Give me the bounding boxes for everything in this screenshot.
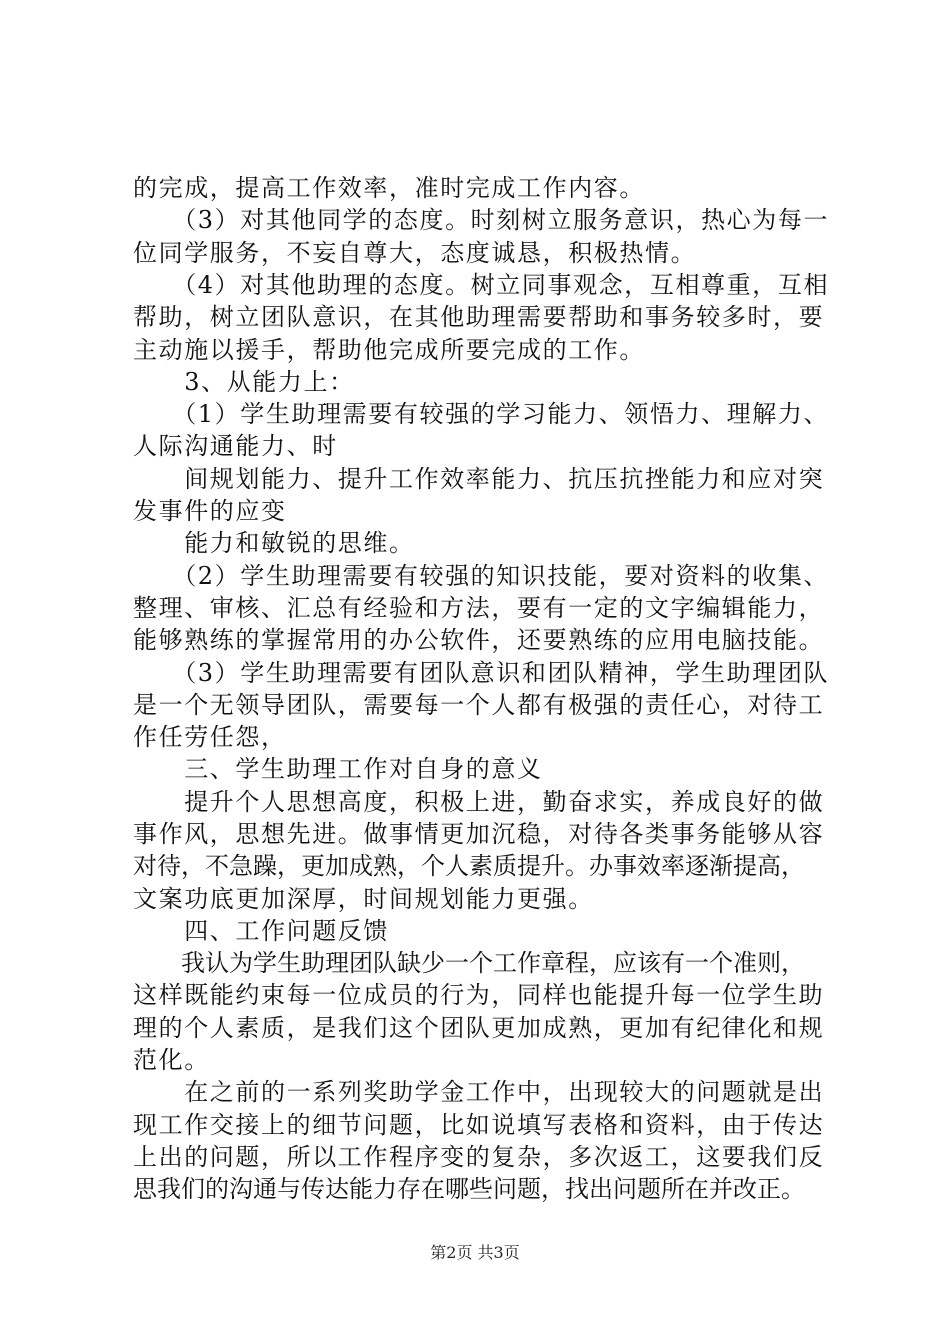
text-line: 理的个人素质，是我们这个团队更加成熟，更加有纪律化和规 xyxy=(133,1014,825,1042)
text-line: 四、工作问题反馈 xyxy=(133,917,389,945)
text-line: （3）学生助理需要有团队意识和团队精神，学生助理团队 xyxy=(133,659,830,687)
text-line: 这样既能约束每一位成员的行为，同样也能提升每一位学生助 xyxy=(133,981,825,1009)
text-line: 作任劳任怨， xyxy=(133,723,287,751)
text-line: 范化。 xyxy=(133,1046,210,1074)
text-line: 帮助，树立团队意识，在其他助理需要帮助和事务较多时，要 xyxy=(133,303,825,331)
text-line: 提升个人思想高度，积极上进，勤奋求实，养成良好的做 xyxy=(133,788,825,816)
text-line: （3）对其他同学的态度。时刻树立服务意识，热心为每一 xyxy=(133,206,830,234)
text-line: 是一个无领导团队，需要每一个人都有极强的责任心，对待工 xyxy=(133,691,825,719)
text-line: 3、从能力上： xyxy=(133,368,355,396)
text-line: 思我们的沟通与传达能力存在哪些问题，找出问题所在并改正。 xyxy=(133,1175,805,1203)
text-line: 位同学服务，不妄自尊大，态度诚恳，积极热情。 xyxy=(133,239,697,267)
text-line: （1）学生助理需要有较强的学习能力、领悟力、理解力、 xyxy=(133,400,830,428)
text-line: 能力和敏锐的思维。 xyxy=(133,529,415,557)
text-line: 能够熟练的掌握常用的办公软件，还要熟练的应用电脑技能。 xyxy=(133,626,825,654)
text-line: 发事件的应变 xyxy=(133,497,287,525)
text-line: 间规划能力、提升工作效率能力、抗压抗挫能力和应对突 xyxy=(133,465,825,493)
text-line: （2）学生助理需要有较强的知识技能，要对资料的收集、 xyxy=(133,562,830,590)
text-line: 人际沟通能力、时 xyxy=(133,432,338,460)
text-line: 三、学生助理工作对自身的意义 xyxy=(133,755,543,783)
text-line: 整理、审核、汇总有经验和方法，要有一定的文字编辑能力， xyxy=(133,594,825,622)
text-line: 的完成，提高工作效率，准时完成工作内容。 xyxy=(133,174,645,202)
page-footer: 第2页 共3页 xyxy=(430,1243,520,1262)
text-line: 主动施以援手，帮助他完成所要完成的工作。 xyxy=(133,336,645,364)
text-line: 现工作交接上的细节问题，比如说填写表格和资料，由于传达 xyxy=(133,1111,825,1139)
text-line: 文案功底更加深厚，时间规划能力更强。 xyxy=(133,885,594,913)
text-line: 对待，不急躁，更加成熟，个人素质提升。办事效率逐渐提高， xyxy=(133,852,805,880)
text-line: 事作风，思想先进。做事情更加沉稳，对待各类事务能够从容 xyxy=(133,820,825,848)
text-line: 我认为学生助理团队缺少一个工作章程，应该有一个准则， xyxy=(133,949,805,977)
text-line: （4）对其他助理的态度。树立同事观念，互相尊重，互相 xyxy=(133,271,830,299)
text-line: 在之前的一系列奖助学金工作中，出现较大的问题就是出 xyxy=(133,1078,825,1106)
text-line: 上出的问题，所以工作程序变的复杂，多次返工，这要我们反 xyxy=(133,1143,825,1171)
